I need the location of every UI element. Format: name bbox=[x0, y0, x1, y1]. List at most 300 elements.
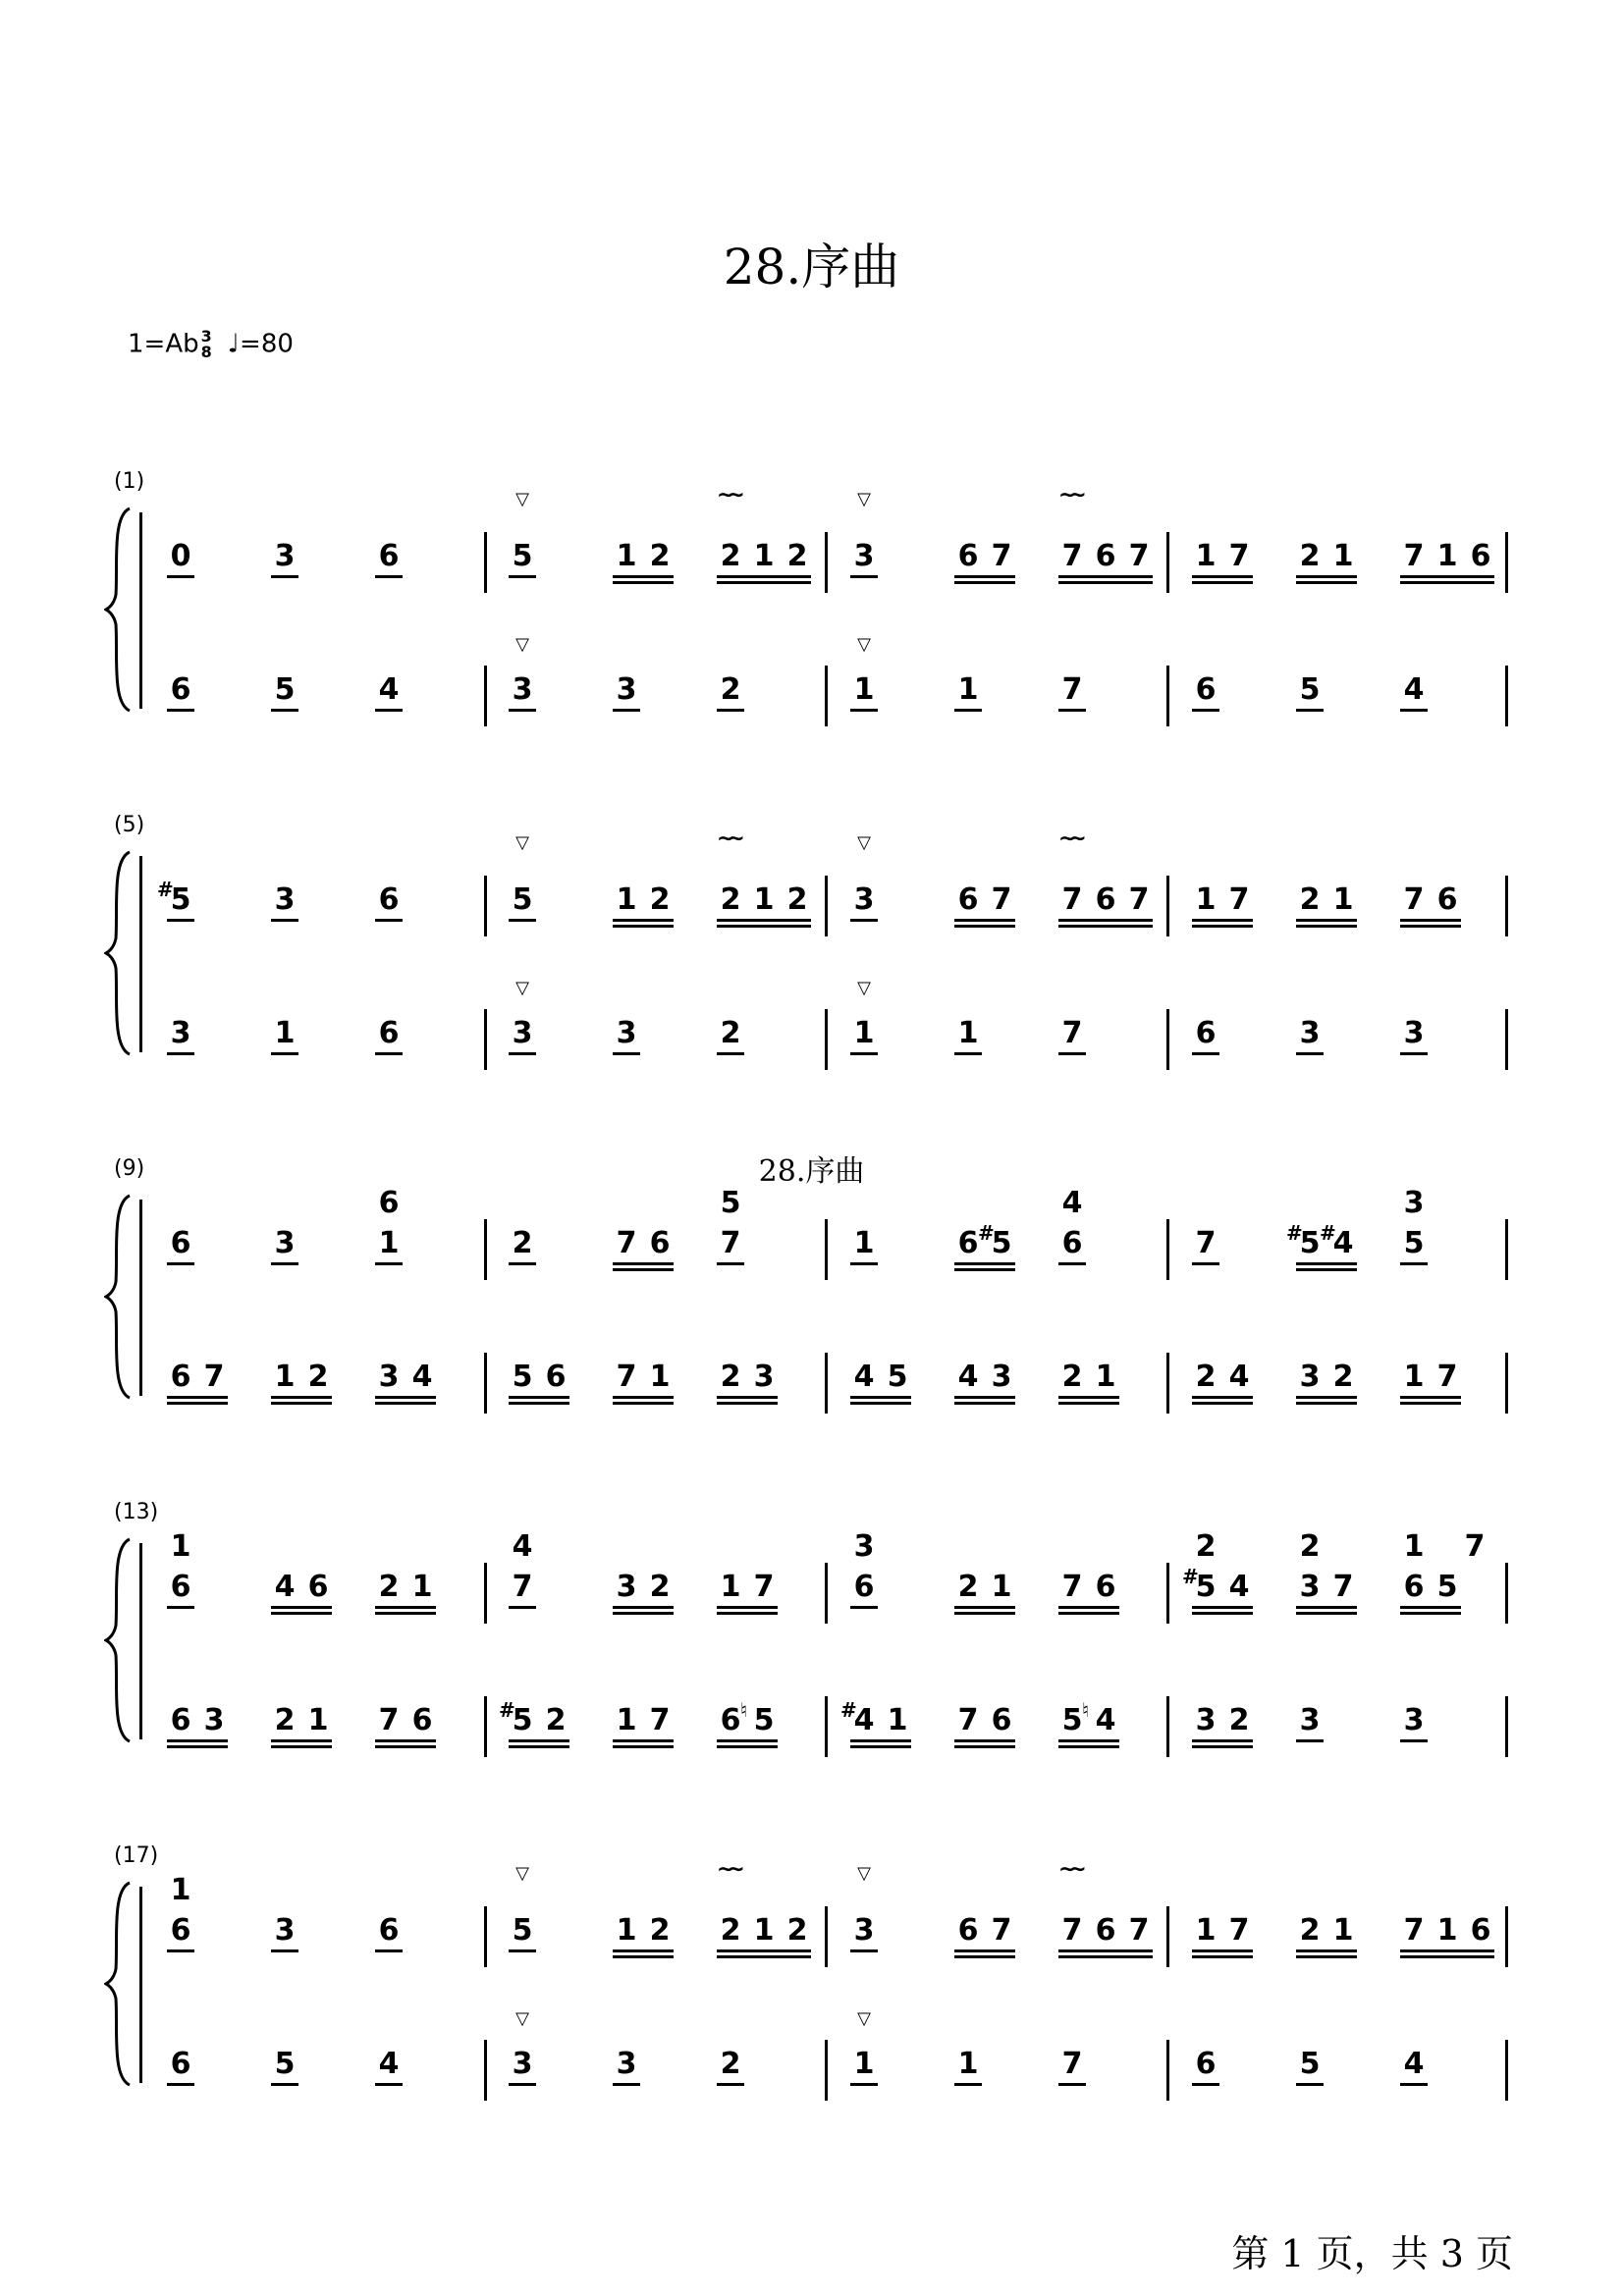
chord-note: 4 bbox=[1061, 1186, 1083, 1220]
beam-line bbox=[1296, 1262, 1357, 1265]
note: 6 bbox=[1195, 1016, 1217, 1050]
accent-icon: ▽ bbox=[857, 634, 871, 655]
beam-line bbox=[954, 1955, 1015, 1958]
beam-line bbox=[1296, 575, 1357, 578]
beam-line bbox=[271, 1052, 298, 1055]
beam-line bbox=[375, 1739, 436, 1742]
brace-icon bbox=[104, 850, 134, 1056]
beam-line bbox=[1296, 709, 1324, 712]
note: 6 bbox=[170, 1360, 191, 1394]
note: 5 bbox=[512, 1360, 533, 1394]
beam-line bbox=[271, 1745, 332, 1748]
beam-line bbox=[1058, 709, 1086, 712]
note: 5 bbox=[170, 882, 191, 917]
note: 7 bbox=[378, 1703, 400, 1737]
sharp-icon: # bbox=[499, 1698, 515, 1722]
note: 6 bbox=[378, 882, 400, 917]
note: 6 bbox=[378, 539, 400, 573]
beam-line bbox=[954, 1949, 1015, 1952]
beam-line bbox=[1192, 1745, 1253, 1748]
tempo-marking: ♩=80 bbox=[227, 329, 294, 359]
note: 6 bbox=[1470, 539, 1491, 573]
sharp-icon: # bbox=[1320, 1221, 1336, 1245]
beam-line bbox=[954, 925, 1015, 928]
system-line bbox=[139, 1200, 142, 1396]
beam-line bbox=[1058, 575, 1153, 578]
note: 7 bbox=[991, 1913, 1012, 1948]
note: 2 bbox=[649, 539, 671, 573]
beam-line bbox=[954, 1745, 1015, 1748]
barline bbox=[825, 876, 828, 936]
accent-icon: ▽ bbox=[515, 978, 529, 998]
chord-note: 4 bbox=[512, 1529, 533, 1564]
beam-line bbox=[850, 919, 878, 922]
beam-line bbox=[1296, 1268, 1357, 1271]
beam-line bbox=[1296, 1955, 1357, 1958]
sharp-icon: # bbox=[840, 1698, 857, 1722]
barline bbox=[484, 666, 487, 726]
note: 5 bbox=[1195, 1570, 1217, 1604]
note: 7 bbox=[957, 1703, 979, 1737]
note: 2 bbox=[274, 1703, 296, 1737]
note: 4 bbox=[1332, 1226, 1354, 1260]
sharp-icon: # bbox=[978, 1221, 995, 1245]
note: 3 bbox=[1299, 1360, 1321, 1394]
note: 6 bbox=[1403, 1570, 1425, 1604]
beam-line bbox=[167, 2083, 194, 2086]
beam-line bbox=[375, 1262, 403, 1265]
note: 6 bbox=[991, 1703, 1012, 1737]
beam-line bbox=[509, 1739, 569, 1742]
sharp-icon: # bbox=[157, 878, 174, 901]
note: 1 bbox=[957, 672, 979, 707]
note: 1 bbox=[753, 1913, 775, 1948]
measure-number: (9) bbox=[114, 1156, 145, 1181]
brace-icon bbox=[104, 1537, 134, 1743]
beam-line bbox=[954, 1268, 1015, 1271]
beam-line bbox=[509, 1745, 569, 1748]
beam-line bbox=[271, 1606, 332, 1609]
beam-line bbox=[1400, 1739, 1428, 1742]
beam-line bbox=[1296, 1606, 1357, 1609]
chord-note: 2 bbox=[1299, 1529, 1321, 1564]
note: 3 bbox=[1403, 1703, 1425, 1737]
beam-line bbox=[717, 1052, 744, 1055]
beam-line bbox=[1058, 581, 1153, 584]
brace-icon bbox=[104, 507, 134, 713]
note: 1 bbox=[1403, 1360, 1425, 1394]
beam-line bbox=[375, 1402, 436, 1405]
beam-line bbox=[509, 1949, 536, 1952]
barline bbox=[1505, 1353, 1508, 1414]
note: 5 bbox=[991, 1226, 1012, 1260]
note: 2 bbox=[720, 2047, 741, 2081]
sharp-icon: # bbox=[1182, 1565, 1199, 1588]
beam-line bbox=[717, 1396, 778, 1399]
note: 6 bbox=[1095, 539, 1116, 573]
note: 3 bbox=[1299, 1570, 1321, 1604]
barline bbox=[1505, 666, 1508, 726]
barline bbox=[1505, 1563, 1508, 1624]
beam-line bbox=[509, 1606, 536, 1609]
barline bbox=[484, 876, 487, 936]
beam-line bbox=[271, 709, 298, 712]
chord-note: 1 bbox=[170, 1873, 191, 1907]
beam-line bbox=[850, 1949, 878, 1952]
note: 6 bbox=[957, 539, 979, 573]
note: 5 bbox=[887, 1360, 908, 1394]
beam-line bbox=[167, 919, 194, 922]
note: 4 bbox=[853, 1360, 875, 1394]
note: 3 bbox=[512, 2047, 533, 2081]
barline bbox=[484, 1696, 487, 1757]
beam-line bbox=[1400, 1396, 1461, 1399]
measure-number: (1) bbox=[114, 469, 145, 494]
beam-line bbox=[954, 575, 1015, 578]
note: 6 bbox=[170, 2047, 191, 2081]
beam-line bbox=[509, 1052, 536, 1055]
note: 2 bbox=[720, 882, 741, 917]
note: 3 bbox=[378, 1360, 400, 1394]
beam-line bbox=[1296, 1396, 1357, 1399]
note: 1 bbox=[1332, 882, 1354, 917]
beam-line bbox=[1192, 925, 1253, 928]
beam-line bbox=[954, 2083, 982, 2086]
note: 6 bbox=[170, 672, 191, 707]
beam-line bbox=[1058, 1745, 1119, 1748]
beam-line bbox=[1400, 581, 1494, 584]
beam-line bbox=[375, 1612, 436, 1615]
trill-icon: ∼∼ bbox=[1058, 483, 1079, 507]
note: 2 bbox=[786, 539, 808, 573]
barline bbox=[825, 2040, 828, 2101]
note: 5 bbox=[512, 1913, 533, 1948]
barline bbox=[1166, 1696, 1169, 1757]
barline bbox=[825, 1696, 828, 1757]
beam-line bbox=[1058, 1402, 1119, 1405]
beam-line bbox=[509, 919, 536, 922]
note: 3 bbox=[1195, 1703, 1217, 1737]
beam-line bbox=[1058, 925, 1153, 928]
barline bbox=[1505, 1009, 1508, 1070]
note: 1 bbox=[649, 1360, 671, 1394]
note: 2 bbox=[545, 1703, 567, 1737]
note: 1 bbox=[616, 882, 637, 917]
note: 7 bbox=[1228, 539, 1250, 573]
note: 7 bbox=[1332, 1570, 1354, 1604]
key-signature bbox=[128, 329, 294, 360]
beam-line bbox=[167, 1745, 228, 1748]
barline bbox=[1505, 2040, 1508, 2101]
note: 2 bbox=[649, 882, 671, 917]
note: 1 bbox=[853, 1226, 875, 1260]
beam-line bbox=[271, 575, 298, 578]
beam-line bbox=[509, 1396, 569, 1399]
beam-line bbox=[1192, 575, 1253, 578]
trill-icon: ∼∼ bbox=[717, 1857, 737, 1882]
beam-line bbox=[167, 1402, 228, 1405]
beam-line bbox=[717, 925, 811, 928]
beam-line bbox=[271, 1396, 332, 1399]
note: 2 bbox=[649, 1570, 671, 1604]
beam-line bbox=[271, 1739, 332, 1742]
note: 1 bbox=[853, 2047, 875, 2081]
note: 1 bbox=[274, 1016, 296, 1050]
note: 7 bbox=[203, 1360, 225, 1394]
note: 2 bbox=[1332, 1360, 1354, 1394]
beam-line bbox=[613, 1745, 674, 1748]
beam-line bbox=[1400, 1612, 1461, 1615]
accent-icon: ▽ bbox=[857, 1863, 871, 1884]
beam-line bbox=[954, 709, 982, 712]
beam-line bbox=[167, 1949, 194, 1952]
note: 3 bbox=[991, 1360, 1012, 1394]
beam-line bbox=[613, 925, 674, 928]
barline bbox=[484, 532, 487, 593]
note: 2 bbox=[720, 672, 741, 707]
barline bbox=[1505, 532, 1508, 593]
note: 6 bbox=[170, 1703, 191, 1737]
note: 4 bbox=[378, 672, 400, 707]
beam-line bbox=[1058, 1396, 1119, 1399]
beam-line bbox=[1192, 1262, 1219, 1265]
note: 1 bbox=[1436, 1913, 1458, 1948]
beam-line bbox=[271, 1949, 298, 1952]
note: 3 bbox=[512, 1016, 533, 1050]
accent-icon: ▽ bbox=[857, 832, 871, 853]
barline bbox=[484, 1563, 487, 1624]
note: 1 bbox=[853, 672, 875, 707]
note: 4 bbox=[1228, 1570, 1250, 1604]
beam-line bbox=[271, 1262, 298, 1265]
system-line bbox=[139, 856, 142, 1052]
note: 1 bbox=[1195, 539, 1217, 573]
beam-line bbox=[1192, 1955, 1253, 1958]
running-title: 28.序曲 bbox=[758, 1154, 865, 1189]
beam-line bbox=[1192, 581, 1253, 584]
barline bbox=[825, 1009, 828, 1070]
beam-line bbox=[717, 1612, 778, 1615]
barline bbox=[484, 1219, 487, 1280]
beam-line bbox=[1400, 1955, 1494, 1958]
beam-line bbox=[1192, 1402, 1253, 1405]
chord-note: 2 bbox=[1195, 1529, 1217, 1564]
note: 3 bbox=[274, 882, 296, 917]
beam-line bbox=[167, 709, 194, 712]
note: 3 bbox=[274, 539, 296, 573]
note: 1 bbox=[1332, 539, 1354, 573]
trill-icon: ∼∼ bbox=[1058, 827, 1079, 851]
beam-line bbox=[613, 1606, 674, 1609]
system-line bbox=[139, 1543, 142, 1739]
note: 2 bbox=[957, 1570, 979, 1604]
beam-line bbox=[954, 1606, 1015, 1609]
beam-line bbox=[613, 1262, 674, 1265]
note: 2 bbox=[649, 1913, 671, 1948]
barline bbox=[484, 2040, 487, 2101]
note: 7 bbox=[1128, 539, 1150, 573]
measure-number: (13) bbox=[114, 1500, 159, 1524]
beam-line bbox=[1192, 1949, 1253, 1952]
note: 4 bbox=[378, 2047, 400, 2081]
beam-line bbox=[1400, 925, 1461, 928]
note: 3 bbox=[1299, 1703, 1321, 1737]
beam-line bbox=[1192, 709, 1219, 712]
beam-line bbox=[613, 1739, 674, 1742]
note: 2 bbox=[720, 1016, 741, 1050]
beam-line bbox=[850, 1606, 878, 1609]
note: 6 bbox=[1195, 672, 1217, 707]
brace-icon bbox=[104, 1194, 134, 1400]
note: 1 bbox=[1332, 1913, 1354, 1948]
beam-line bbox=[717, 581, 811, 584]
accent-icon: ▽ bbox=[515, 1863, 529, 1884]
note: 2 bbox=[786, 1913, 808, 1948]
beam-line bbox=[271, 1612, 332, 1615]
note: 1 bbox=[1436, 539, 1458, 573]
barline bbox=[1505, 876, 1508, 936]
measure-number: (17) bbox=[114, 1843, 159, 1868]
key-label: 1=Ab bbox=[128, 329, 199, 359]
note: 3 bbox=[1299, 1016, 1321, 1050]
note: 1 bbox=[616, 1703, 637, 1737]
note: 2 bbox=[1299, 539, 1321, 573]
chord-note: 6 bbox=[378, 1186, 400, 1220]
note: 2 bbox=[1299, 1913, 1321, 1948]
beam-line bbox=[613, 1268, 674, 1271]
note: 2 bbox=[378, 1570, 400, 1604]
beam-line bbox=[1296, 1739, 1324, 1742]
note: 1 bbox=[720, 1570, 741, 1604]
note: 4 bbox=[1403, 2047, 1425, 2081]
beam-line bbox=[375, 2083, 403, 2086]
beam-line bbox=[1058, 1949, 1153, 1952]
beam-line bbox=[954, 1402, 1015, 1405]
note: 4 bbox=[274, 1570, 296, 1604]
beam-line bbox=[375, 1606, 436, 1609]
note: 7 bbox=[1403, 1913, 1425, 1948]
note: 4 bbox=[957, 1360, 979, 1394]
beam-line bbox=[1296, 1052, 1324, 1055]
note: 5 bbox=[512, 1703, 533, 1737]
note: 7 bbox=[1061, 1913, 1083, 1948]
chord-note: 5 bbox=[720, 1186, 741, 1220]
beam-line bbox=[1400, 919, 1461, 922]
system-3 bbox=[0, 1156, 1623, 1451]
beam-line bbox=[167, 1606, 194, 1609]
note: 3 bbox=[274, 1226, 296, 1260]
note: 6 bbox=[1436, 882, 1458, 917]
barline bbox=[1505, 1219, 1508, 1280]
note: 3 bbox=[170, 1016, 191, 1050]
barline bbox=[1166, 1906, 1169, 1967]
note: 5 bbox=[1299, 2047, 1321, 2081]
beam-line bbox=[717, 1402, 778, 1405]
beam-line bbox=[850, 1745, 911, 1748]
note: 5 bbox=[1299, 672, 1321, 707]
note: 5 bbox=[274, 2047, 296, 2081]
note: 7 bbox=[1403, 539, 1425, 573]
note: 1 bbox=[1195, 882, 1217, 917]
beam-line bbox=[1400, 1606, 1461, 1609]
note: 4 bbox=[1228, 1360, 1250, 1394]
note: 1 bbox=[616, 539, 637, 573]
beam-line bbox=[1058, 1262, 1086, 1265]
note: 6 bbox=[853, 1570, 875, 1604]
note: 2 bbox=[720, 1360, 741, 1394]
note: 1 bbox=[887, 1703, 908, 1737]
note: 3 bbox=[616, 672, 637, 707]
beam-line bbox=[509, 709, 536, 712]
note: 7 bbox=[512, 1570, 533, 1604]
system-5 bbox=[0, 1843, 1623, 2138]
beam-line bbox=[375, 1396, 436, 1399]
accent-icon: ▽ bbox=[857, 489, 871, 509]
beam-line bbox=[613, 2083, 640, 2086]
note: 3 bbox=[1403, 1016, 1425, 1050]
beam-line bbox=[717, 709, 744, 712]
beam-line bbox=[717, 919, 811, 922]
accent-icon: ▽ bbox=[515, 2008, 529, 2029]
beam-line bbox=[1296, 919, 1357, 922]
beam-line bbox=[375, 1052, 403, 1055]
note: 7 bbox=[1228, 882, 1250, 917]
note: 7 bbox=[1061, 1570, 1083, 1604]
barline bbox=[484, 1009, 487, 1070]
beam-line bbox=[375, 1745, 436, 1748]
accent-icon: ▽ bbox=[515, 832, 529, 853]
note: 7 bbox=[1228, 1913, 1250, 1948]
note: 6 bbox=[720, 1703, 741, 1737]
beam-line bbox=[1192, 1739, 1253, 1742]
note: 6 bbox=[1095, 1913, 1116, 1948]
beam-line bbox=[1400, 1402, 1461, 1405]
beam-line bbox=[613, 581, 674, 584]
beam-line bbox=[954, 1052, 982, 1055]
beam-line bbox=[271, 1402, 332, 1405]
note: 1 bbox=[957, 1016, 979, 1050]
note: 3 bbox=[203, 1703, 225, 1737]
note: 6 bbox=[1061, 1226, 1083, 1260]
beam-line bbox=[613, 919, 674, 922]
note: 5 bbox=[1403, 1226, 1425, 1260]
beam-line bbox=[167, 1262, 194, 1265]
note: 1 bbox=[753, 539, 775, 573]
chord-note: 3 bbox=[1403, 1186, 1425, 1220]
note: 7 bbox=[616, 1360, 637, 1394]
beam-line bbox=[1192, 919, 1253, 922]
barline bbox=[1166, 1009, 1169, 1070]
barline bbox=[825, 1353, 828, 1414]
note: 3 bbox=[616, 1016, 637, 1050]
note: 7 bbox=[1061, 2047, 1083, 2081]
note: 7 bbox=[649, 1703, 671, 1737]
beam-line bbox=[509, 575, 536, 578]
note: 4 bbox=[1095, 1703, 1116, 1737]
beam-line bbox=[375, 919, 403, 922]
barline bbox=[825, 666, 828, 726]
note: 2 bbox=[1061, 1360, 1083, 1394]
beam-line bbox=[1400, 1052, 1428, 1055]
barline bbox=[1166, 1563, 1169, 1624]
beam-line bbox=[167, 575, 194, 578]
beam-line bbox=[375, 1949, 403, 1952]
barline bbox=[484, 1353, 487, 1414]
note: 1 bbox=[616, 1913, 637, 1948]
system-1 bbox=[0, 469, 1623, 764]
beam-line bbox=[717, 1606, 778, 1609]
barline bbox=[825, 1563, 828, 1624]
